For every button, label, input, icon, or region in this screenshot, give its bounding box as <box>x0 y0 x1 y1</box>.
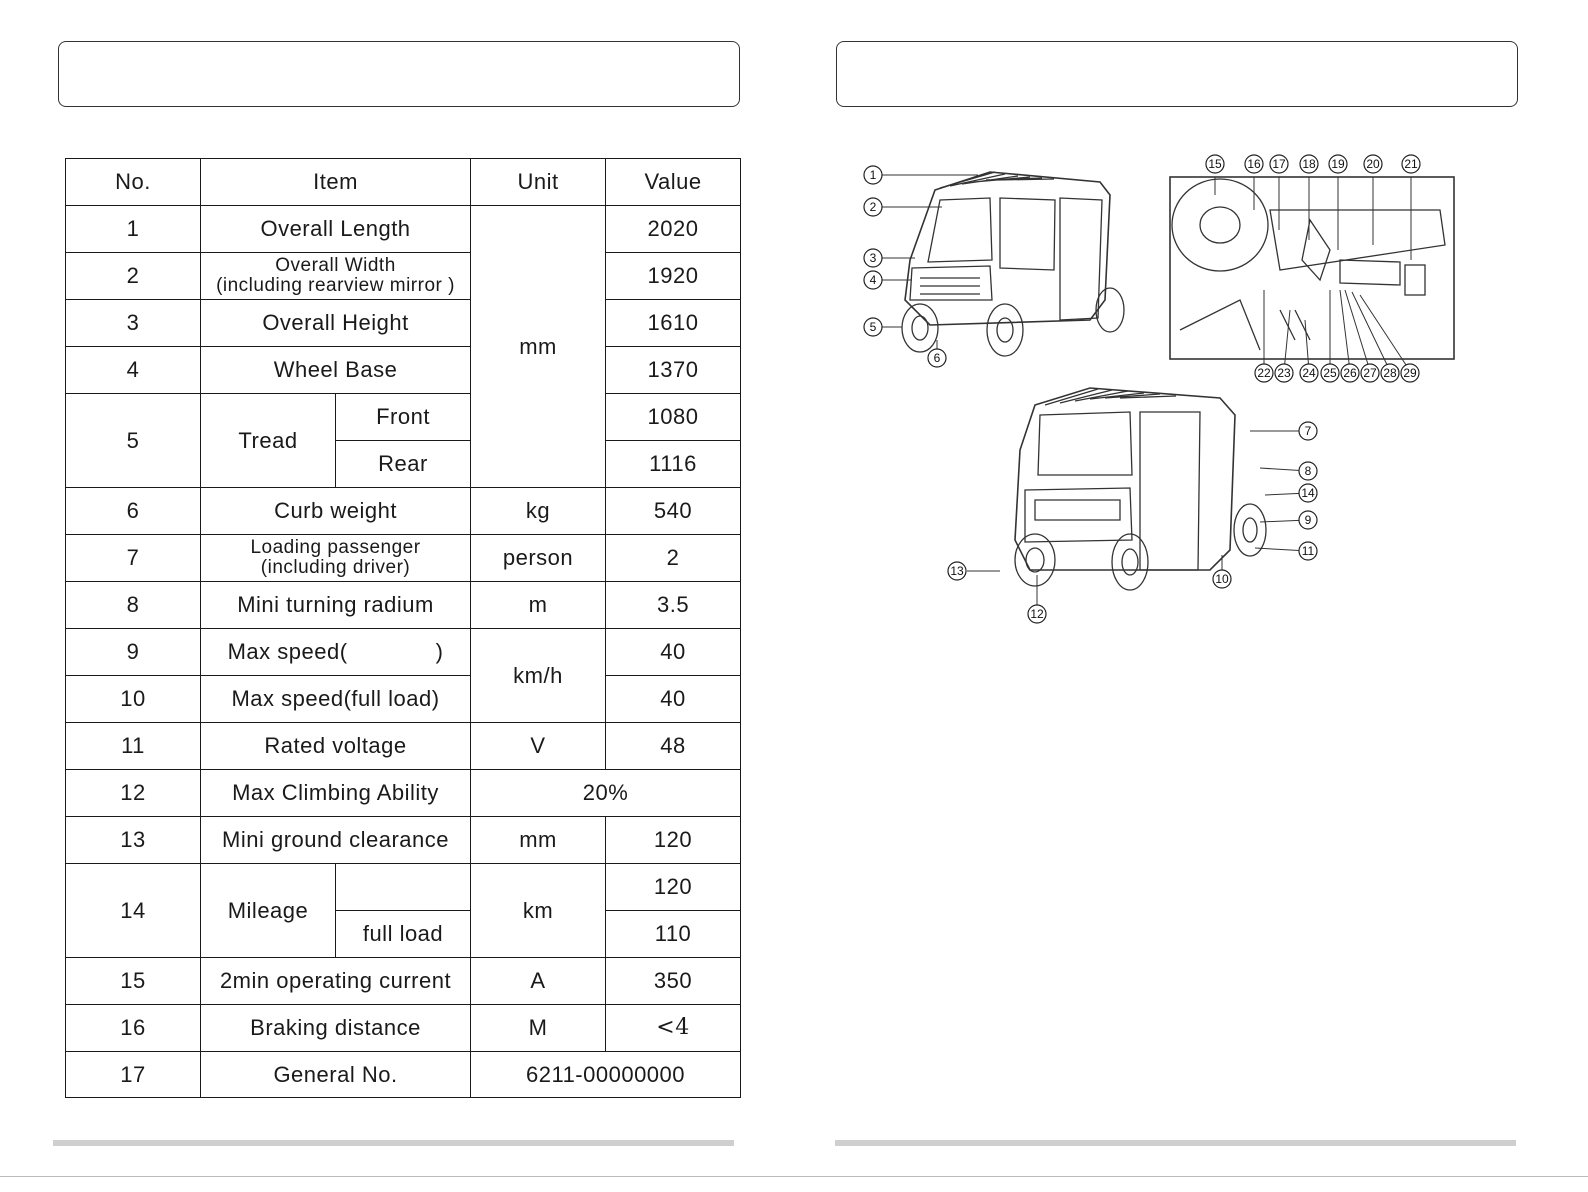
right-page-footer-bar <box>835 1140 1516 1146</box>
row-value: 350 <box>606 958 741 1005</box>
row-no: 1 <box>66 206 201 253</box>
table-row <box>66 300 741 347</box>
row-item <box>201 253 471 300</box>
row-item <box>201 629 471 676</box>
header-value: Value <box>606 159 741 206</box>
callout-label: 10 <box>1215 572 1229 586</box>
callout-23 <box>1275 364 1293 382</box>
row-value: 1080 <box>606 394 741 441</box>
callout-label: 21 <box>1404 157 1418 171</box>
row-unit: V <box>471 723 606 770</box>
callout-21 <box>1402 155 1420 173</box>
table-row <box>66 535 741 582</box>
row-item-line2: (including rearview mirror ) <box>216 275 455 296</box>
table-row <box>66 864 741 911</box>
row-value: 6211-00000000 <box>471 1052 741 1098</box>
row-item <box>201 535 471 582</box>
callout-label: 20 <box>1366 157 1380 171</box>
table-row <box>66 676 741 723</box>
row-unit-kmh: km/h <box>471 629 606 723</box>
row-value: 2020 <box>606 206 741 253</box>
row-item: Max speed(full load) <box>201 676 471 723</box>
callout-label: 28 <box>1383 366 1397 380</box>
table-row <box>66 347 741 394</box>
header-item: Item <box>201 159 471 206</box>
callout-10 <box>1213 570 1231 588</box>
row-value: 1370 <box>606 347 741 394</box>
table-row <box>66 206 741 253</box>
callout-8 <box>1299 462 1317 480</box>
callout-label: 29 <box>1403 366 1417 380</box>
table-row <box>66 770 741 817</box>
callout-14 <box>1299 484 1317 502</box>
row-no: 13 <box>66 817 201 864</box>
vehicle-front-view <box>902 172 1124 356</box>
callout-label: 13 <box>950 564 964 578</box>
row-no: 8 <box>66 582 201 629</box>
callout-19 <box>1329 155 1347 173</box>
callout-7 <box>1299 422 1317 440</box>
table-row <box>66 1052 741 1098</box>
callout-label: 22 <box>1257 366 1271 380</box>
row-item: Overall Length <box>201 206 471 253</box>
row-value: 1920 <box>606 253 741 300</box>
row-item: Curb weight <box>201 488 471 535</box>
callout-29 <box>1401 364 1419 382</box>
vehicle-rear-view <box>1015 388 1266 590</box>
row-item: Wheel Base <box>201 347 471 394</box>
row-item: General No. <box>201 1052 471 1098</box>
callout-11 <box>1299 542 1317 560</box>
row-value: 2 <box>606 535 741 582</box>
callout-label: 2 <box>869 200 877 214</box>
table-row <box>66 394 741 441</box>
callout-label: 11 <box>1301 544 1315 558</box>
row-value: 3.5 <box>606 582 741 629</box>
callout-16 <box>1245 155 1263 173</box>
row-item-suffix: ) <box>435 639 444 665</box>
callout-5 <box>864 318 882 336</box>
row-no: 7 <box>66 535 201 582</box>
row-no: 15 <box>66 958 201 1005</box>
row-item: Mileage <box>201 864 336 958</box>
row-subitem-full-load: full load <box>336 911 471 958</box>
row-no: 14 <box>66 864 201 958</box>
callout-17 <box>1270 155 1288 173</box>
row-value: <4 <box>606 1005 741 1052</box>
row-no: 12 <box>66 770 201 817</box>
table-row <box>66 958 741 1005</box>
callout-label: 7 <box>1304 424 1312 438</box>
callout-6 <box>928 349 946 367</box>
row-no: 9 <box>66 629 201 676</box>
row-no: 11 <box>66 723 201 770</box>
row-value: 1116 <box>606 441 741 488</box>
callout-label: 19 <box>1331 157 1345 171</box>
table-row <box>66 488 741 535</box>
row-value: 120 <box>606 864 741 911</box>
callout-3 <box>864 249 882 267</box>
row-no: 17 <box>66 1052 201 1098</box>
callout-label: 26 <box>1343 366 1357 380</box>
row-subitem-empty <box>336 864 471 911</box>
row-value: 120 <box>606 817 741 864</box>
row-unit: m <box>471 582 606 629</box>
callout-15 <box>1206 155 1224 173</box>
callout-label: 12 <box>1030 607 1044 621</box>
row-value: 20% <box>471 770 741 817</box>
header-unit: Unit <box>471 159 606 206</box>
row-unit: kg <box>471 488 606 535</box>
table-row <box>66 253 741 300</box>
callout-12 <box>1028 605 1046 623</box>
row-unit: km <box>471 864 606 958</box>
vehicle-diagram <box>840 150 1470 630</box>
row-value: 48 <box>606 723 741 770</box>
callout-label: 8 <box>1304 464 1312 478</box>
row-item-prefix: Max speed( <box>227 639 348 665</box>
row-item-line1: Loading passenger <box>250 537 421 559</box>
row-item: Rated voltage <box>201 723 471 770</box>
row-item: Mini ground clearance <box>201 817 471 864</box>
row-no: 5 <box>66 394 201 488</box>
callout-25 <box>1321 364 1339 382</box>
callout-label: 15 <box>1208 157 1222 171</box>
row-item-line1: Overall Width <box>275 255 396 277</box>
right-page-header-box <box>836 41 1518 107</box>
row-value: 1610 <box>606 300 741 347</box>
row-unit: M <box>471 1005 606 1052</box>
left-page-footer-bar <box>53 1140 734 1146</box>
callout-24 <box>1300 364 1318 382</box>
callout-markers <box>864 155 1420 623</box>
row-subitem-rear: Rear <box>336 441 471 488</box>
row-unit-mm: mm <box>471 206 606 488</box>
row-no: 6 <box>66 488 201 535</box>
row-no: 10 <box>66 676 201 723</box>
row-item: Tread <box>201 394 336 488</box>
callout-1 <box>864 166 882 184</box>
callout-27 <box>1361 364 1379 382</box>
row-subitem-front: Front <box>336 394 471 441</box>
callout-label: 14 <box>1301 486 1315 500</box>
row-value: 540 <box>606 488 741 535</box>
specification-table <box>65 158 741 1098</box>
page-bottom-edge <box>0 1176 1588 1177</box>
callout-label: 17 <box>1272 157 1286 171</box>
row-unit: A <box>471 958 606 1005</box>
row-item: Mini turning radium <box>201 582 471 629</box>
callout-label: 6 <box>933 351 941 365</box>
callout-label: 5 <box>869 320 877 334</box>
callout-28 <box>1381 364 1399 382</box>
callout-4 <box>864 271 882 289</box>
table-row <box>66 1005 741 1052</box>
callout-9 <box>1299 511 1317 529</box>
callout-18 <box>1300 155 1318 173</box>
row-no: 4 <box>66 347 201 394</box>
table-row <box>66 629 741 676</box>
callout-label: 25 <box>1323 366 1337 380</box>
callout-label: 3 <box>869 251 877 265</box>
row-no: 2 <box>66 253 201 300</box>
table-row <box>66 723 741 770</box>
callout-label: 27 <box>1363 366 1377 380</box>
row-no: 3 <box>66 300 201 347</box>
row-value: 110 <box>606 911 741 958</box>
callout-20 <box>1364 155 1382 173</box>
callout-label: 16 <box>1247 157 1261 171</box>
row-unit: mm <box>471 817 606 864</box>
callout-label: 18 <box>1302 157 1316 171</box>
left-page-header-box <box>58 41 740 107</box>
callout-label: 9 <box>1304 513 1312 527</box>
table-header-row <box>66 159 741 206</box>
callout-13 <box>948 562 966 580</box>
row-item: Max Climbing Ability <box>201 770 471 817</box>
callout-22 <box>1255 364 1273 382</box>
table-row <box>66 582 741 629</box>
row-value: 40 <box>606 676 741 723</box>
row-value: 40 <box>606 629 741 676</box>
row-item: Braking distance <box>201 1005 471 1052</box>
callout-label: 1 <box>869 168 877 182</box>
row-item-line2: (including driver) <box>260 557 411 578</box>
callout-26 <box>1341 364 1359 382</box>
header-no: No. <box>66 159 201 206</box>
row-item: Overall Height <box>201 300 471 347</box>
callout-label: 24 <box>1302 366 1316 380</box>
callout-2 <box>864 198 882 216</box>
row-no: 16 <box>66 1005 201 1052</box>
callout-label: 4 <box>869 273 877 287</box>
row-item: 2min operating current <box>201 958 471 1005</box>
callout-label: 23 <box>1277 366 1291 380</box>
table-row <box>66 817 741 864</box>
row-unit: person <box>471 535 606 582</box>
